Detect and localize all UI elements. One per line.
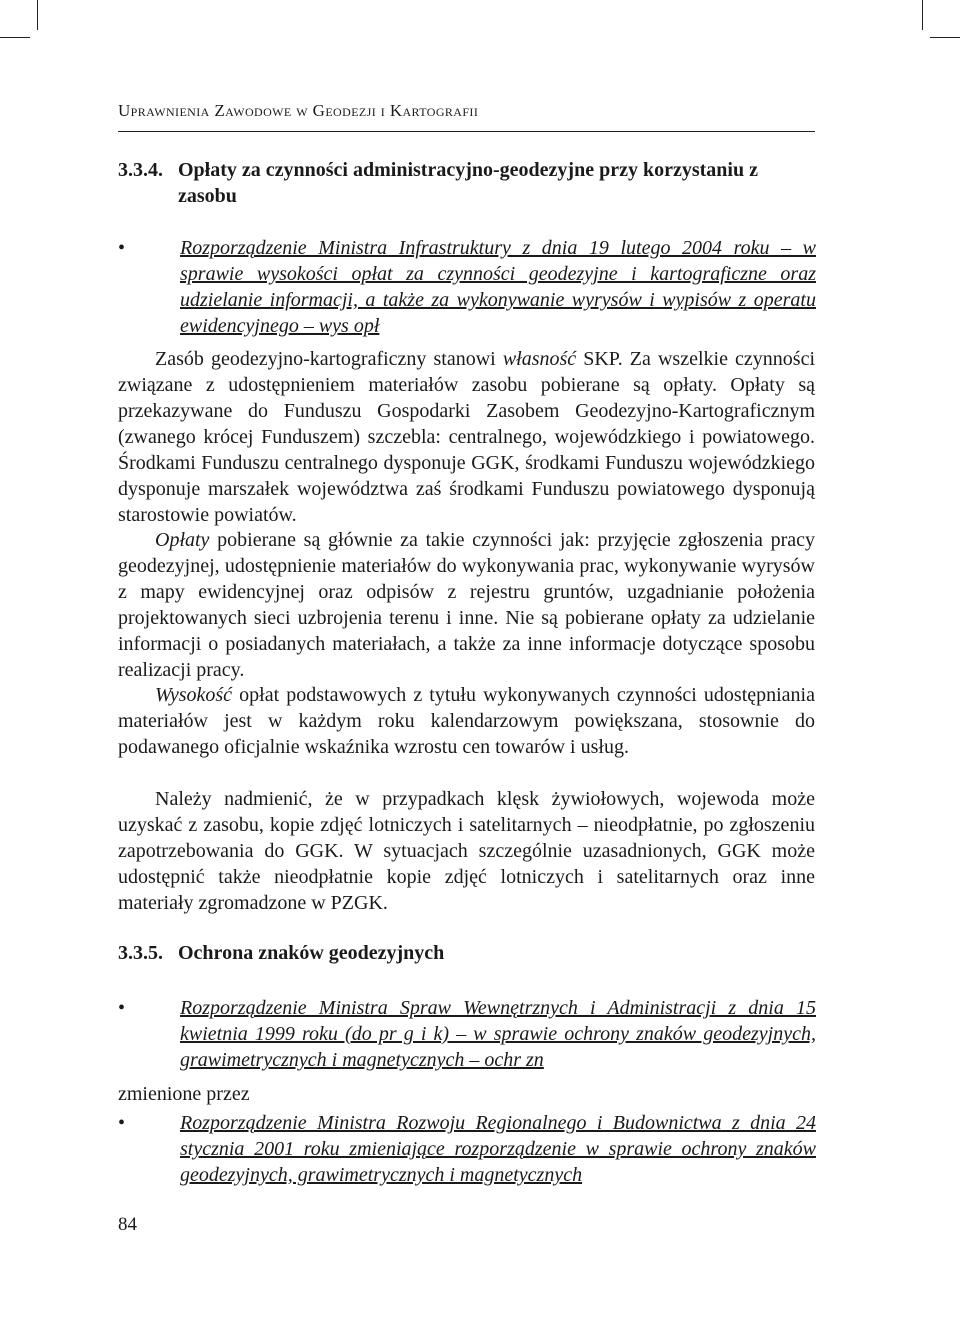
bullet-icon: • bbox=[118, 1112, 126, 1134]
section-heading-335 bbox=[118, 940, 818, 966]
regulation-text: Rozporządzenie Ministra Spraw Wewnętrznych i Administracji z dnia 15 kwietnia 1999 roku (do pr g i k) – w sprawie ochrony znaków geodezyjnych, grawimetrycznych i magnetycznych – ochr zn bbox=[180, 997, 816, 1071]
p2-italic: Opłaty bbox=[155, 529, 210, 551]
p1-start: Zasób geodezyjno-kartograficzny stanowi bbox=[155, 348, 503, 370]
regulation-link-ochrona[interactable] bbox=[118, 995, 816, 1073]
page-number: 84 bbox=[118, 1214, 137, 1235]
paragraph-3 bbox=[118, 682, 815, 760]
paragraph-2 bbox=[118, 527, 815, 683]
regulation-link-zmiana[interactable] bbox=[118, 1110, 816, 1188]
p1-italic: własność bbox=[502, 348, 577, 370]
p3-italic: Wysokość bbox=[155, 684, 233, 706]
p2-rest: pobierane są głównie za takie czynności jak: przyjęcie zgłoszenia pracy geodezyjnej, udostępnienie materiałów do wykonywania prac, wykonywanie wyrysów z mapy ewidencyjnej oraz odpisów z rejestru gruntów, uzgadnianie położenia projektowanych sieci uzbrojenia terenu i inne. Nie są pobierane opłaty za udzielanie informacji o posiadanych materiałach, a także za inne informacje dotyczące sposobu realizacji pracy. bbox=[118, 529, 815, 681]
bullet-icon: • bbox=[118, 237, 126, 259]
paragraph-1 bbox=[118, 346, 815, 528]
section-title: Opłaty za czynności administracyjno-geodezyjne przy korzystaniu z zasobu bbox=[178, 159, 758, 207]
p1-rest: SKP. Za wszelkie czynności związane z udostępnieniem materiałów zasobu pobierane są opłaty. Opłaty są przekazywane do Funduszu Gospodarki Zasobem Geodezyjno-Kartograficznym (zwanego krócej Funduszem) szczebla: centralnego, wojewódzkiego i powiatowego. Środkami Funduszu centralnego dysponuje GGK, środkami Funduszu wojewódzkiego dysponuje marszałek województwa zaś środkami Funduszu powiatowego dysponują starostowie powiatów. bbox=[118, 348, 816, 526]
crop-mark-left-top bbox=[0, 37, 30, 38]
header-rule bbox=[118, 131, 815, 132]
section-heading-334 bbox=[118, 157, 818, 209]
section-number: 3.3.4. bbox=[118, 159, 163, 181]
crop-mark-top-left bbox=[37, 0, 38, 30]
paragraph-4 bbox=[118, 786, 815, 916]
crop-mark-right-top bbox=[930, 37, 960, 38]
section-title: Ochrona znaków geodezyjnych bbox=[178, 942, 445, 964]
bullet-icon: • bbox=[118, 997, 126, 1019]
regulation-link-opłaty[interactable] bbox=[118, 235, 816, 339]
crop-mark-top-right bbox=[922, 0, 923, 30]
p4-text: Należy nadmienić, że w przypadkach klęsk żywiołowych, wojewoda może uzyskać z zasobu, kopie zdjęć lotniczych i satelitarnych – nieodpłatnie, po zgłoszeniu zapotrzebowania do GGK. W sytuacjach szczególnie uzasadnionych, GGK może udostępnić także nieodpłatnie kopie zdjęć lotniczych i satelitarnych oraz inne materiały zgromadzone w PZGK. bbox=[118, 788, 815, 914]
p3-rest: opłat podstawowych z tytułu wykonywanych czynności udostępniania materiałów jest w każdym roku kalendarzowym powiększana, stosownie do podawanego oficjalnie wskaźnika wzrostu cen towarów i usług. bbox=[118, 684, 815, 758]
regulation-text: Rozporządzenie Ministra Infrastruktury z dnia 19 lutego 2004 roku – w sprawie wysokości opłat za czynności geodezyjne i kartograficzne oraz udzielanie informacji, a także za wykonywanie wyrysów i wypisów z operatu ewidencyjnego – wys opł bbox=[180, 237, 816, 337]
section-number: 3.3.5. bbox=[118, 942, 163, 964]
running-header: Uprawnienia Zawodowe w Geodezji i Kartografii bbox=[118, 101, 479, 120]
amended-by-label: zmienione przez bbox=[118, 1083, 250, 1105]
regulation-text: Rozporządzenie Ministra Rozwoju Regionalnego i Budownictwa z dnia 24 stycznia 2001 roku zmieniające rozporządzenie w sprawie ochrony znaków geodezyjnych, grawimetrycznych i magnetycznych bbox=[180, 1112, 816, 1186]
